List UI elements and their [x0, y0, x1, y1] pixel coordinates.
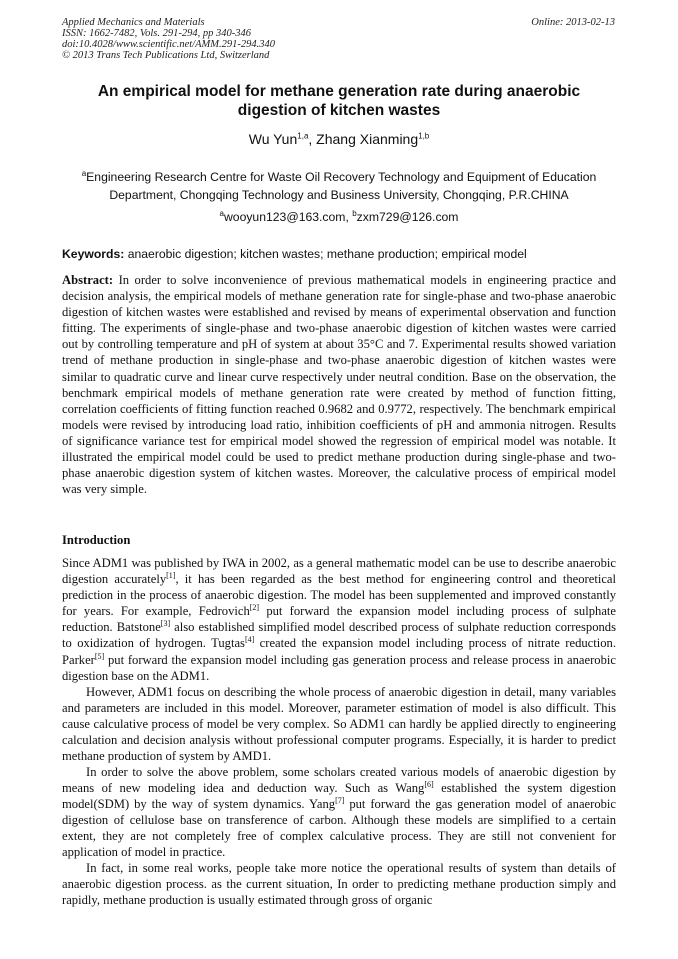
intro-paragraph: However, ADM1 focus on describing the whole process of anaerobic digestion in detail, many variables and parameters are included in this model. Moreover, parameter estimation of model is also difficult. This cause calculative process of model be very complex. So ADM1 can hardly be applied directly to engineering calculation and decision analysis without professional computer programs. Especially, it is harder to predict methane production of system by AMD1.	[62, 685, 616, 764]
author-separator: ,	[308, 131, 317, 147]
citation-ref[interactable]: [5]	[94, 651, 105, 661]
paragraph-text: Since ADM1 was published by IWA in 2002, as a general mathematic model can be use to describe anaerobic digestion accurately	[62, 556, 616, 587]
intro-paragraph	[62, 764, 616, 861]
paragraph-text: put forward the expansion model including process of sulphate reduction. Batstone	[62, 604, 616, 635]
citation-ref[interactable]: [1]	[166, 570, 176, 580]
intro-paragraph: In fact, in some real works, people take more notice the operational results of system than details of anaerobic digestion process. as the current situation, In order to predicting methane production simply and rapidly, methane production is usually estimated through gross of organic	[62, 861, 616, 908]
email-link[interactable]: zxm729@126.com	[356, 210, 459, 224]
abstract	[62, 272, 616, 497]
keywords	[62, 247, 616, 261]
journal-header	[62, 17, 275, 61]
author-superscript: 1,a	[297, 131, 309, 141]
keywords-label: Keywords:	[62, 247, 125, 261]
paragraph-text: created the expansion model including process of nitrate reduction. Parker	[62, 636, 616, 667]
paragraph-text: put forward the gas generation model of anaerobic digestion of cellulose base on transference of carbon. Although these models are simplified to a certain extent, they are not completely free of complex calculative process. They are still not convenient for application of model in practice.	[62, 797, 616, 860]
citation-ref[interactable]: [2]	[249, 603, 260, 613]
citation-ref[interactable]: [3]	[160, 619, 171, 629]
author-line	[62, 131, 616, 147]
citation-ref[interactable]: [4]	[244, 635, 255, 645]
email-superscript: b	[352, 208, 357, 218]
paragraph-text: In order to solve the above problem, some scholars created various models of anaerobic digestion by means of new modeling idea and deduction way. Such as Wang	[62, 765, 616, 796]
paragraph-text: put forward the expansion model including gas generation process and release process in anaerobic digestion base on the ADM1.	[62, 652, 616, 683]
abstract-text: In order to solve inconvenience of previous mathematical models in engineering practice and decision analysis, the empirical models of methane generation rate for single-phase and two-phase anaerobic digestion of kitchen wastes were established and revised by means of experimental observation and function fitting. The experiments of single-phase and two-phase anaerobic digestion of kitchen wastes were carried out by controlling temperature and pH of system at about 35°C and 7. Experimental results showed variation trend of methane production in single-phase and two-phase anaerobic digestion of kitchen wastes were similar to quadratic curve and linear curve respectively under neutral condition. Base on the observation, the benchmark empirical models of methane generation rate were created by method of function fitting, correlation coefficients of fitting function reached 0.9682 and 0.9772, respectively. The benchmark empirical models were revised by introducing load ratio, inhibition coefficients of pH and ammonia nitrogen. Results of significance variance test for empirical model showed the regression of empirical model was notable. It illustrated the empirical model could be used to predict methane production during single-phase and two-phase anaerobic digestion system of kitchen wastes. Moreover, the calculative process of empirical model was very simple.	[62, 273, 616, 497]
email-link[interactable]: wooyun123@163.com,	[223, 210, 353, 224]
abstract-label: Abstract:	[62, 273, 114, 287]
online-date: Online: 2013-02-13	[531, 17, 615, 28]
journal-issn: ISSN: 1662-7482, Vols. 291-294, pp 340-346	[62, 28, 251, 39]
citation-ref[interactable]: [7]	[335, 796, 345, 805]
paper-title: An empirical model for methane generation rate during anaerobic digestion of kitchen wastes	[97, 83, 581, 119]
affiliation-superscript: a	[81, 168, 87, 178]
paragraph-text: , it has been regarded as the best method for engineering control and theoretical prediction in the process of anaerobic digestion. The model has been supplemented and improved constantly for years. For example, Fedrovich	[62, 572, 617, 619]
journal-name: Applied Mechanics and Materials	[62, 17, 205, 28]
paragraph-text: established the system digestion model(SDM) by the way of system dynamics. Yang	[62, 781, 616, 812]
affiliation-text: Engineering Research Centre for Waste Oil Recovery Technology and Equipment of Education Department, Chongqing Technology and Business University, Chongqing, P.R.CHINA	[86, 170, 597, 202]
keywords-text: anaerobic digestion; kitchen wastes; methane production; empirical model	[127, 247, 527, 261]
introduction-heading: Introduction	[62, 533, 131, 547]
paragraph-text: also established simplified model described process of sulphate reduction corresponds to oxidization of hydrogen. Tugtas	[62, 620, 616, 651]
citation-ref[interactable]: [6]	[424, 779, 434, 789]
author-name: Zhang Xianming	[316, 131, 419, 147]
affiliation	[62, 168, 616, 204]
journal-doi: doi:10.4028/www.scientific.net/AMM.291-294.340	[62, 39, 275, 50]
author-emails	[62, 210, 616, 224]
email-superscript: a	[219, 208, 224, 218]
author-name: Wu Yun	[248, 131, 298, 147]
intro-paragraph	[62, 555, 616, 684]
author-superscript: 1,b	[418, 131, 430, 141]
journal-copyright: © 2013 Trans Tech Publications Ltd, Switzerland	[62, 50, 270, 61]
